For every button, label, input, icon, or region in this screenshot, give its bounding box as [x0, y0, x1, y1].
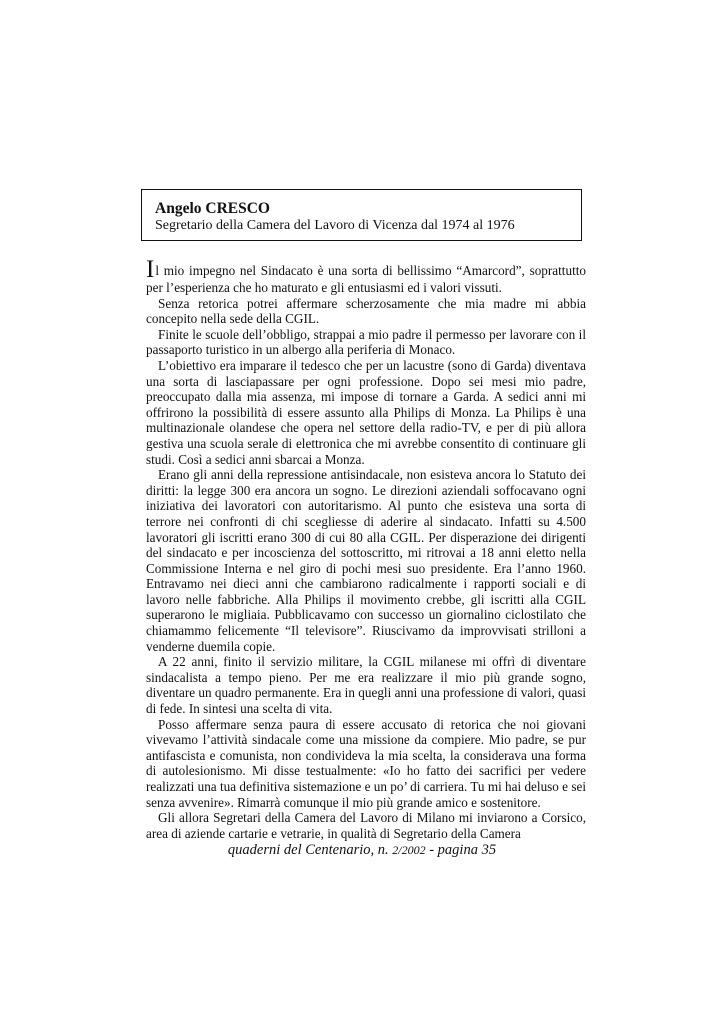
footer-issue: 2/2002: [392, 843, 426, 857]
article-body: [146, 256, 586, 841]
paragraph-8: Gli allora Segretari della Camera del Lavoro di Milano mi inviarono a Corsico, area di aziende cartarie e vetrarie, in qualità di Segretario della Camera: [146, 810, 586, 841]
footer-prefix: quaderni del Centenario, n.: [227, 842, 393, 858]
drop-cap: I: [146, 256, 155, 283]
footer-suffix: - pagina 35: [425, 842, 497, 858]
paragraph-2: Senza retorica potrei affermare scherzosamente che mia madre mi abbia concepito nella sede della CGIL.: [146, 295, 586, 327]
paragraph-5: Erano gli anni della repressione antisindacale, non esisteva ancora lo Statuto dei diritti: la legge 300 era ancora un sogno. Le direzioni aziendali soffocavano ogni iniziativa dei lavoratori con autoritarismo. Al punto che esisteva una sorta di terrore nei confronti di chi scegliesse di aderire al sindacato. Infatti su 4.500 lavoratori gli iscritti erano 300 di cui 80 alla CGIL. Per disperazione dei dirigenti del sindacato e per incoscienza del sottoscritto, mi ritrovai a 18 anni eletto nella Commissione Interna e nel giro di pochi mesi suo presidente. Era l’anno 1960. Entravamo nei dieci anni che cambiarono radicalmente i rapporti sociali e di lavoro nelle fabbriche. Alla Philips il movimento crebbe, gli iscritti alla CGIL superarono le migliaia. Pubblicavamo con successo un giornalino ciclostilato che chiamammo felicemente “Il televisore”. Riuscivamo da improvvisati strilloni a venderne duemila copie.: [146, 467, 586, 654]
paragraph-6: A 22 anni, finito il servizio militare, la CGIL milanese mi offrì di diventare sindacalista a tempo pieno. Per me era realizzare il mio più grande sogno, diventare un quadro permanente. Era in quegli anni una professione di valori, quasi di fede. In sintesi una scelta di vita.: [146, 654, 586, 717]
paragraph-1: [146, 256, 586, 296]
paragraph-7: Posso affermare senza paura di essere accusato di retorica che noi giovani vivevamo l’attività sindacale come una missione da compiere. Mio padre, se pur antifascista e comunista, non condivideva la mia scelta, la considerava una forma di autolesionismo. Mi disse testualmente: «Io ho fatto dei sacrifici per vedere realizzati una tua definitiva sistemazione e un po’ di carriera. Tu mi hai deluso e sei senza avvenire». Rimarrà comunque il mio più grande amico e sostenitore.: [146, 716, 586, 810]
page-footer: [0, 842, 724, 859]
paragraph-1-text: l mio impegno nel Sindacato è una sorta di bellissimo “Amarcord”, soprattutto per l’esperienza che ho maturato e gli entusiasmi ed i valori vissuti.: [146, 263, 586, 295]
author-header-box: [141, 189, 582, 241]
author-name: Angelo CRESCO: [155, 200, 270, 217]
paragraph-4: L’obiettivo era imparare il tedesco che per un lacustre (sono di Garda) diventava una sorta di lasciapassare per ogni professione. Dopo sei mesi mio padre, preoccupato dalla mia assenza, mi impose di tornare a Garda. A sedici anni mi offrirono la possibilità di essere assunto alla Philips di Monza. La Philips è una multinazionale olandese che opera nel settore della radio-TV, e per di più allora gestiva una scuola serale di elettronica che mi avrebbe consentito di continuare gli studi. Così a sedici anni sbarcai a Monza.: [146, 357, 586, 467]
paragraph-3: Finite le scuole dell’obbligo, strappai a mio padre il permesso per lavorare con il passaporto turistico in un albergo alla periferia di Monaco.: [146, 326, 586, 358]
author-role: Segretario della Camera del Lavoro di Vicenza dal 1974 al 1976: [155, 218, 515, 233]
